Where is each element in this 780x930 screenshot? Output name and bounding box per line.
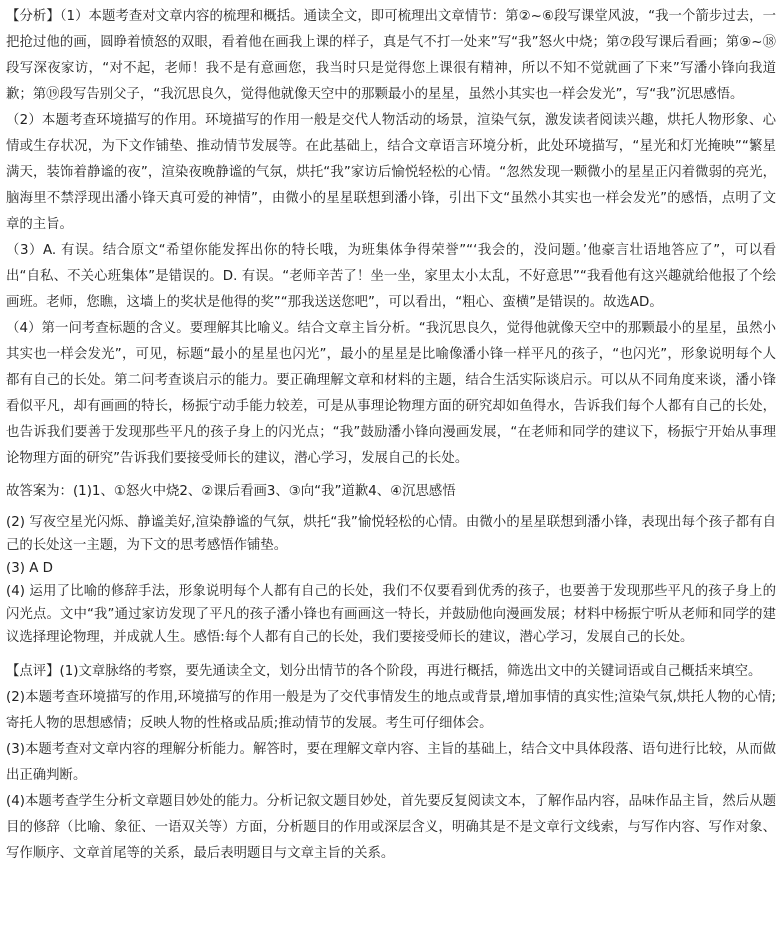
spacer [6, 649, 776, 659]
spacer [6, 503, 776, 511]
answer-4: (4) 运用了比喻的修辞手法，形象说明每个人都有自己的长处，我们不仅要看到优秀的孩子，也要善于发现那些平凡的孩子身上的闪光点。文中“我”通过家访发现了平凡的孩子潘小锋也有画画这一特长，并鼓励他向漫画发展；材料中杨振宁听从老师和同学的建议选择理论物理，并成就人生。感悟:每个人都有自己的长处，我们要接受师长的建议，潜心学习，发展自己的长处。 [6, 584, 776, 645]
review-1: 【点评】(1)文章脉络的考察，要先通读全文，划分出情节的各个阶段，再进行概括，筛选出文中的关键词语或自己概括来填空。 [6, 664, 762, 679]
answer-section [6, 480, 776, 649]
analysis-part-3: （3）A. 有误。结合原文“希望你能发挥出你的特长哦，为班集体争得荣誉”“‘我会的，没问题。’他豪言壮语地答应了”，可以看出“自私、不关心班集体”是错误的。D. 有误。“老师辛苦了！坐一坐，家里太小太乱，不好意思”“我看他有这兴趣就给他报了个绘画班。老师，您瞧，这墙上的奖状是他得的奖”“那我送送您吧”，可以看出，“粗心、蛮横”是错误的。故选AD。 [6, 243, 776, 310]
spacer [6, 472, 776, 480]
analysis-part-1: 【分析】（1）本题考查对文章内容的梳理和概括。通读全文，即可梳理出文章情节：第②~⑥段写课堂风波，“我一个箭步过去，一把抢过他的画，圆睁着愤怒的双眼，看着他在画我上课的样子，真是气不打一处来”写“我”怒火中烧；第⑦段写课后看画；第⑨~⑱段写深夜家访，“对不起，老师！我不是有意画您，我当时只是觉得您上课很有精神，所以不知不觉就画了下来”写潘小锋向我道歉；第⑲段写告别父子，“我沉思良久，觉得他就像天空中的那颗最小的星星，虽然小其实也一样会发光”，写“我”沉思感悟。 [6, 9, 776, 102]
answer-2: (2) 写夜空星光闪烁、静谧美好,渲染静谧的气氛，烘托“我”愉悦轻松的心情。由微小的星星联想到潘小锋，表现出每个孩子都有自己的长处这一主题，为下文的思考感悟作铺垫。 [6, 515, 776, 553]
review-2: (2)本题考查环境描写的作用,环境描写的作用一般是为了交代事情发生的地点或背景,增加事情的真实性;渲染气氛,烘托人物的心情;寄托人物的思想感情；反映人物的性格或品质;推动情节的发展。考生可仔细体会。 [6, 690, 776, 731]
analysis-part-4: （4）第一问考查标题的含义。要理解其比喻义。结合文章主旨分析。“我沉思良久，觉得他就像天空中的那颗最小的星星，虽然小其实也一样会发光”，可见，标题“最小的星星也闪光”，最小的星星是比喻像潘小锋一样平凡的孩子，“也闪光”，形象说明每个人都有自己的长处。第二问考查谈启示的能力。要正确理解文章和材料的主题，结合生活实际谈启示。可以从不同角度来谈，潘小锋看似平凡，却有画画的特长，杨振宁动手能力较差，可是从事理论物理方面的研究却如鱼得水，告诉我们每个人都有自己的长处，也告诉我们要善于发现那些平凡的孩子身上的闪光点；“我”鼓励潘小锋向漫画发展，“在老师和同学的建议下，杨振宁开始从事理论物理方面的研究”告诉我们要接受师长的建议，潜心学习，发展自己的长处。 [6, 321, 776, 466]
review-section [6, 659, 776, 867]
analysis-part-2: （2）本题考查环境描写的作用。环境描写的作用一般是交代人物活动的场景，渲染气氛，激发读者阅读兴趣，烘托人物形象、心情或生存状况，为下文作铺垫、推动情节发展等。在此基础上，结合文章语言环境分析，此处环境描写，“星光和灯光掩映”“繁星满天，装饰着静谧的夜”，渲染夜晚静谧的气氛，烘托“我”家访后愉悦轻松的心情。“忽然发现一颗微小的星星正闪着微弱的亮光，脑海里不禁浮现出潘小锋天真可爱的神情”，由微小的星星联想到潘小锋，引出下文“虽然小其实也一样会发光”的感悟，点明了文章的主旨。 [6, 113, 776, 232]
answer-3: (3) A D [6, 561, 53, 576]
review-4: (4)本题考查学生分析文章题目妙处的能力。分析记叙文题目妙处，首先要反复阅读文本，了解作品内容，品味作品主旨，然后从题目的修辞（比喻、象征、一语双关等）方面，分析题目的作用或深层含义，明确其是不是文章行文线索，与写作内容、写作对象、写作顺序、文章首尾等的关系，最后表明题目与文章主旨的关系。 [6, 794, 776, 861]
analysis-section [6, 4, 776, 472]
answer-1: 故答案为：(1)1、①怒火中烧2、②课后看画3、③向“我”道歉4、④沉思感悟 [6, 484, 456, 499]
review-3: (3)本题考查对文章内容的理解分析能力。解答时，要在理解文章内容、主旨的基础上，结合文中具体段落、语句进行比较，从而做出正确判断。 [6, 742, 776, 783]
